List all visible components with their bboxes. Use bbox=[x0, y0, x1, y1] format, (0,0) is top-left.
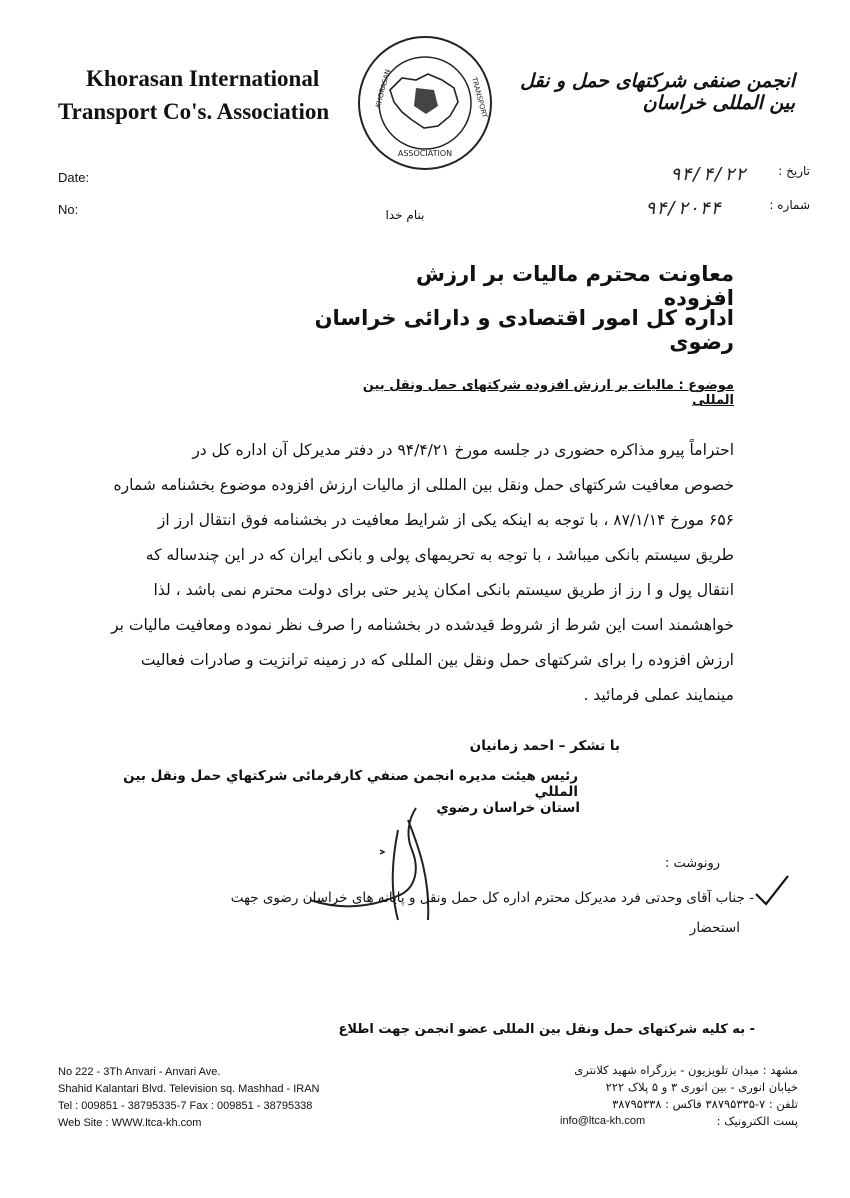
signature-title2: استان خراسان رضوي bbox=[436, 800, 580, 816]
date-label-en: Date: bbox=[58, 170, 90, 185]
cc-item1-line2: استحضار bbox=[689, 920, 740, 936]
body-line: خواهشمند است این شرط از شروط قیدشده در بخشنامه را صرف نظر نموده ومعافیت مالیات بر bbox=[111, 616, 734, 634]
recipient-line2: اداره کل امور اقتصادی و دارائی خراسان رضوی bbox=[314, 306, 734, 354]
footer-email-label: پست الکترونیک : bbox=[716, 1114, 798, 1128]
cc-label: رونوشت : bbox=[664, 856, 720, 871]
footer-fa-address2: خیابان انوری - بین انوری ۳ و ۵ پلاک ۲۲۲ bbox=[605, 1080, 798, 1094]
signature-thanks: با تشکر – احمد زمانیان bbox=[469, 738, 620, 754]
association-logo bbox=[350, 28, 500, 178]
footer-fa-address1: مشهد : میدان تلویزیون - بزرگراه شهید کلانتری bbox=[574, 1063, 798, 1077]
body-line: ۶۵۶ مورخ ۸۷/۱/۱۴ ، با توجه به اینکه یکی از شرایط معافیت در بخشنامه فوق انتقال ارز از bbox=[157, 511, 734, 529]
signature-title1: رئیس هیئت مدیره انجمن صنفي کارفرمائی شرکتهاي حمل ونقل بین المللي bbox=[123, 768, 578, 800]
association-seal-icon bbox=[350, 28, 500, 178]
body-line: انتقال پول و ا رز از طریق سیستم بانکی امکان پذیر حتی برای دولت محترم نمی باشد ، لذا bbox=[153, 581, 734, 599]
svg-text:KHORASAN: KHORASAN bbox=[374, 68, 393, 109]
cc-item1-line1: - جناب آقای وحدتی فرد مدیرکل محترم اداره کل حمل ونقل و پایانه های خراسان رضوی جهت bbox=[230, 890, 754, 906]
checkmark-icon bbox=[752, 872, 792, 908]
no-label-en: No: bbox=[58, 202, 79, 217]
number-value-handwritten: ۹۴/۲۰۴۴ bbox=[645, 198, 721, 219]
svg-text:TRANSPORT: TRANSPORT bbox=[470, 76, 489, 119]
footer-en-phone: Tel : 009851 - 38795335-7 Fax : 009851 - 38795338 bbox=[58, 1100, 313, 1112]
letter-body bbox=[104, 433, 734, 713]
body-line: طریق سیستم بانکی میباشد ، با توجه به تحریمهای پولی و بانکی ایران که در این چندساله که bbox=[145, 546, 734, 564]
subject-line: موضوع : مالیات بر ارزش افزوده شرکتهای حمل ونقل بین المللی bbox=[362, 378, 734, 408]
footer-en-address2: Shahid Kalantari Blvd. Television sq. Mashhad - IRAN bbox=[58, 1083, 320, 1095]
body-line: ارزش افزوده را برای شرکتهای حمل ونقل بین المللی که در زمینه ترانزیت و صادرات فعالیت bbox=[140, 651, 734, 669]
date-value-handwritten: ۹۴/۴/۲۲ bbox=[670, 164, 746, 185]
body-line: خصوص معافیت شرکتهای حمل ونقل بین المللی از مالیات ارزش افزوده موضوع بخشنامه شماره bbox=[113, 476, 734, 494]
footer-email: info@ltca-kh.com bbox=[560, 1115, 646, 1127]
company-name-en-line1: Khorasan International bbox=[86, 66, 320, 91]
number-label-fa: شماره : bbox=[769, 198, 810, 212]
date-label-fa: تاریخ : bbox=[778, 164, 810, 178]
handwritten-signature-icon bbox=[280, 790, 460, 940]
cc-item2: - به کلیه شرکتهای حمل ونقل بین المللی عضو انجمن جهت اطلاع bbox=[338, 1022, 755, 1037]
company-name-en-line2: Transport Co's. Association bbox=[58, 99, 330, 124]
footer-en-address1: No 222 - 3Th Anvari - Anvari Ave. bbox=[58, 1066, 221, 1078]
svg-text:ASSOCIATION: ASSOCIATION bbox=[397, 149, 453, 158]
recipient-line1: معاونت محترم مالیات بر ارزش افزوده bbox=[416, 262, 734, 310]
company-name-fa: انجمن صنفی شرکتهای حمل و نقل بین المللی خراسان bbox=[520, 70, 795, 114]
footer-en-website: Web Site : WWW.ltca-kh.com bbox=[58, 1117, 202, 1129]
footer-fa-email-row bbox=[560, 1113, 798, 1130]
body-line: احتراماً پیرو مذاکره حضوری در جلسه مورخ ۹۴/۴/۲۱ در دفتر مدیرکل آن اداره کل در bbox=[192, 441, 734, 459]
basmala: بنام خدا bbox=[385, 208, 425, 222]
body-line: مینمایند عملی فرمائید . bbox=[583, 686, 734, 704]
footer-fa-phone: تلفن : ۷-۳۸۷۹۵۳۳۵ فاکس : ۳۸۷۹۵۳۳۸ bbox=[612, 1097, 798, 1111]
